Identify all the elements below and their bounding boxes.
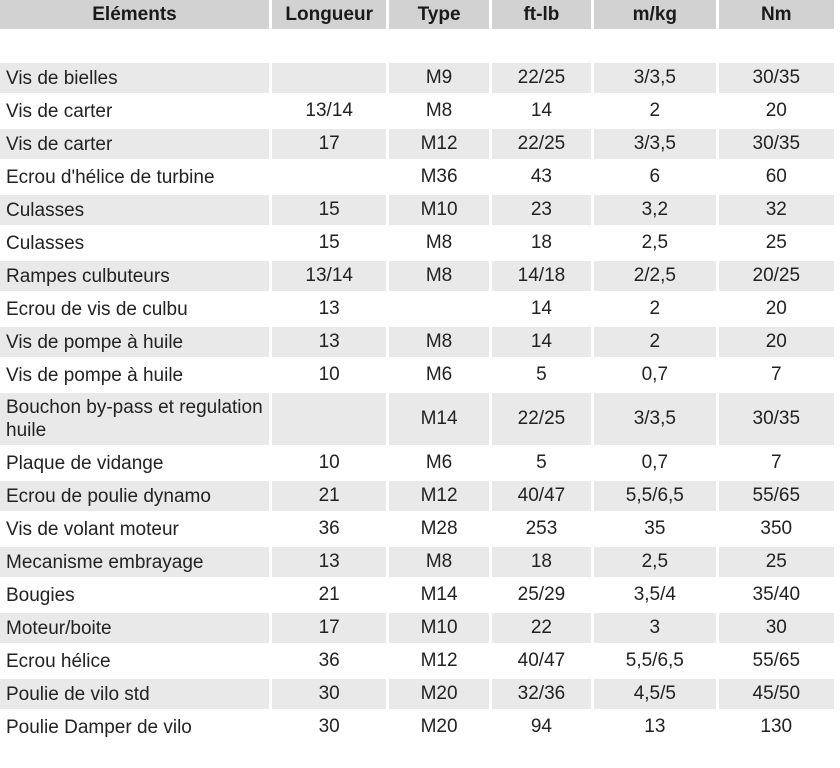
cell-type: M12 [389,481,488,511]
cell-longueur: 36 [272,646,386,676]
cell-type: M6 [389,360,488,390]
cell-nm: 30/35 [719,393,834,445]
cell-element: Vis de pompe à huile [0,360,269,390]
cell-nm: 30 [719,613,834,643]
cell-element: Poulie Damper de vilo [0,712,269,742]
cell-nm: 55/65 [719,646,834,676]
cell-element: Vis de bielles [0,63,269,93]
cell-m-kg: 2 [594,327,715,357]
cell-ft-lb: 5 [492,360,591,390]
cell-longueur: 13 [272,327,386,357]
table-row [0,712,834,742]
cell-ft-lb: 14 [492,327,591,357]
cell-longueur: 36 [272,514,386,544]
table-row [0,96,834,126]
cell-type: M10 [389,195,488,225]
cell-element: Vis de pompe à huile [0,327,269,357]
cell-element: Culasses [0,195,269,225]
cell-m-kg: 2,5 [594,228,715,258]
table-row [0,261,834,291]
cell-ft-lb: 40/47 [492,481,591,511]
cell-m-kg: 3,5/4 [594,580,715,610]
table-row [0,393,834,445]
table-row [0,580,834,610]
cell-type: M20 [389,679,488,709]
table-row [0,228,834,258]
blank-row [0,32,834,60]
cell-longueur: 21 [272,580,386,610]
cell-type: M9 [389,63,488,93]
cell-nm: 7 [719,448,834,478]
cell-nm: 20/25 [719,261,834,291]
cell-ft-lb: 23 [492,195,591,225]
cell-m-kg: 5,5/6,5 [594,481,715,511]
cell-ft-lb: 14/18 [492,261,591,291]
table-row [0,360,834,390]
cell-m-kg: 2/2,5 [594,261,715,291]
table-row [0,679,834,709]
cell-ft-lb: 22/25 [492,393,591,445]
cell-type: M36 [389,162,488,192]
cell-type: M8 [389,547,488,577]
cell-element: Poulie de vilo std [0,679,269,709]
cell-element: Ecrou d'hélice de turbine [0,162,269,192]
cell-element: Vis de volant moteur [0,514,269,544]
blank-cell [0,32,269,60]
cell-m-kg: 0,7 [594,360,715,390]
cell-longueur: 13/14 [272,96,386,126]
cell-m-kg: 35 [594,514,715,544]
cell-nm: 55/65 [719,481,834,511]
cell-m-kg: 0,7 [594,448,715,478]
table-row [0,195,834,225]
cell-m-kg: 13 [594,712,715,742]
cell-element: Bougies [0,580,269,610]
cell-m-kg: 3/3,5 [594,129,715,159]
header-row [0,0,834,29]
cell-element: Plaque de vidange [0,448,269,478]
cell-nm: 30/35 [719,63,834,93]
cell-type: M14 [389,580,488,610]
cell-ft-lb: 14 [492,294,591,324]
cell-longueur: 21 [272,481,386,511]
cell-m-kg: 3,2 [594,195,715,225]
cell-longueur: 17 [272,129,386,159]
cell-m-kg: 2 [594,96,715,126]
cell-nm: 130 [719,712,834,742]
cell-longueur: 13 [272,294,386,324]
cell-longueur: 10 [272,360,386,390]
header-m-kg: m/kg [594,0,715,29]
cell-type: M12 [389,129,488,159]
table-row [0,646,834,676]
cell-element: Culasses [0,228,269,258]
cell-type: M28 [389,514,488,544]
cell-longueur: 13/14 [272,261,386,291]
cell-type: M8 [389,327,488,357]
cell-type: M8 [389,228,488,258]
table-row [0,613,834,643]
cell-longueur: 15 [272,195,386,225]
cell-m-kg: 2,5 [594,547,715,577]
cell-m-kg: 3/3,5 [594,393,715,445]
cell-nm: 35/40 [719,580,834,610]
cell-ft-lb: 43 [492,162,591,192]
cell-ft-lb: 40/47 [492,646,591,676]
cell-type: M10 [389,613,488,643]
cell-longueur [272,393,386,445]
cell-nm: 32 [719,195,834,225]
blank-cell [272,32,386,60]
cell-type: M6 [389,448,488,478]
cell-element: Mecanisme embrayage [0,547,269,577]
cell-ft-lb: 253 [492,514,591,544]
cell-m-kg: 6 [594,162,715,192]
cell-element: Vis de carter [0,96,269,126]
cell-element: Ecrou de poulie dynamo [0,481,269,511]
cell-element: Rampes culbuteurs [0,261,269,291]
cell-longueur [272,162,386,192]
cell-m-kg: 3 [594,613,715,643]
table-row [0,162,834,192]
cell-nm: 45/50 [719,679,834,709]
cell-nm: 350 [719,514,834,544]
cell-longueur: 30 [272,679,386,709]
cell-type: M8 [389,96,488,126]
cell-ft-lb: 22/25 [492,129,591,159]
cell-longueur: 30 [272,712,386,742]
table-row [0,514,834,544]
cell-nm: 20 [719,96,834,126]
table-row [0,129,834,159]
cell-type: M12 [389,646,488,676]
cell-ft-lb: 18 [492,228,591,258]
cell-type: M14 [389,393,488,445]
cell-type: M8 [389,261,488,291]
table-row [0,327,834,357]
cell-element: Vis de carter [0,129,269,159]
cell-longueur: 10 [272,448,386,478]
cell-ft-lb: 32/36 [492,679,591,709]
cell-element: Bouchon by-pass et regulation huile [0,393,269,445]
cell-ft-lb: 14 [492,96,591,126]
table-row [0,448,834,478]
cell-longueur: 17 [272,613,386,643]
header-type: Type [389,0,488,29]
blank-cell [492,32,591,60]
cell-longueur: 15 [272,228,386,258]
blank-cell [719,32,834,60]
table-row [0,63,834,93]
cell-nm: 25 [719,228,834,258]
cell-longueur [272,63,386,93]
cell-ft-lb: 94 [492,712,591,742]
table-row [0,481,834,511]
cell-nm: 30/35 [719,129,834,159]
cell-nm: 20 [719,294,834,324]
blank-cell [389,32,488,60]
cell-type: M20 [389,712,488,742]
cell-m-kg: 3/3,5 [594,63,715,93]
cell-m-kg: 5,5/6,5 [594,646,715,676]
table-row [0,294,834,324]
cell-element: Moteur/boite [0,613,269,643]
cell-m-kg: 4,5/5 [594,679,715,709]
blank-cell [594,32,715,60]
cell-element: Ecrou de vis de culbu [0,294,269,324]
table-row [0,547,834,577]
cell-element: Ecrou hélice [0,646,269,676]
header-nm: Nm [719,0,834,29]
cell-nm: 20 [719,327,834,357]
header-longueur: Longueur [272,0,386,29]
cell-ft-lb: 5 [492,448,591,478]
cell-nm: 25 [719,547,834,577]
cell-nm: 7 [719,360,834,390]
header-ft-lb: ft-lb [492,0,591,29]
header-elements: Eléments [0,0,269,29]
cell-ft-lb: 22/25 [492,63,591,93]
cell-ft-lb: 22 [492,613,591,643]
cell-type [389,294,488,324]
cell-ft-lb: 18 [492,547,591,577]
cell-longueur: 13 [272,547,386,577]
cell-m-kg: 2 [594,294,715,324]
cell-nm: 60 [719,162,834,192]
cell-ft-lb: 25/29 [492,580,591,610]
